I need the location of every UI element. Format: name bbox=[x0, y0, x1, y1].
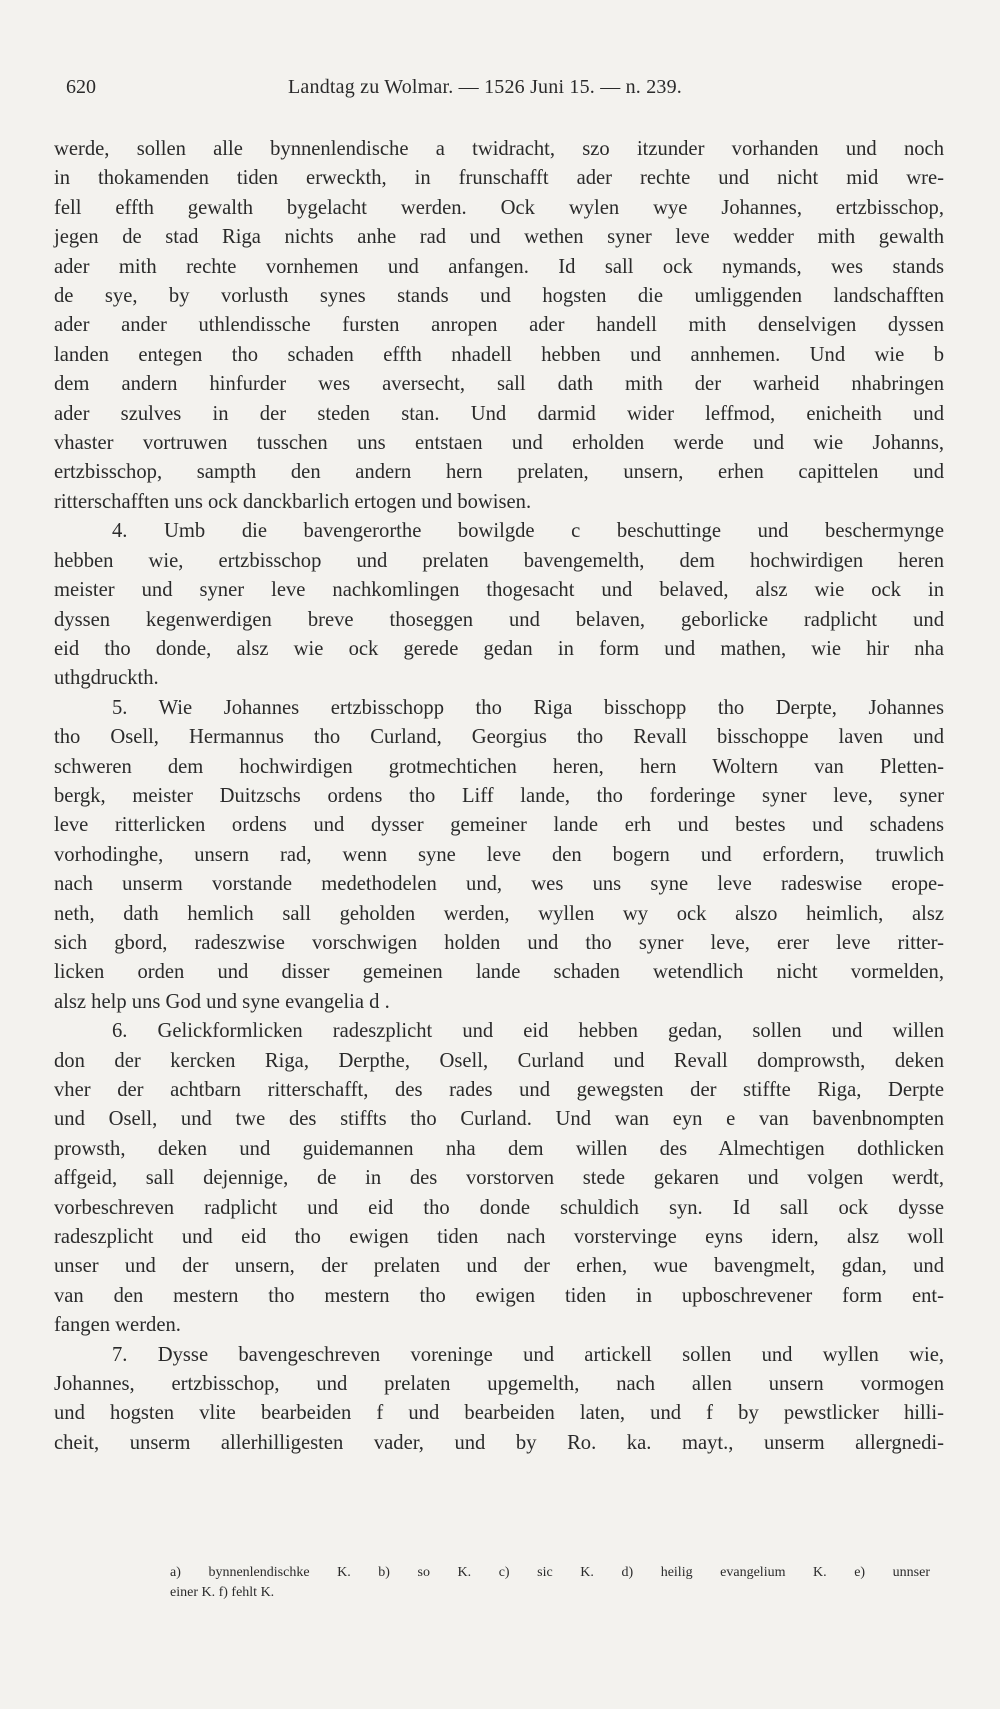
text-line: de sye, by vorlusth synes stands und hogsten die umliggenden landschafften bbox=[54, 285, 944, 308]
paragraph bbox=[54, 1017, 944, 1340]
running-title: Landtag zu Wolmar. — 1526 Juni 15. — n. 239. bbox=[288, 76, 683, 98]
paragraph bbox=[54, 517, 944, 693]
text-line: werde, sollen alle bynnenlendische a twidracht, szo itzunder vorhanden und noch bbox=[54, 138, 944, 160]
paragraph bbox=[54, 694, 944, 1017]
text-line: meister und syner leve nachkomlingen thogesacht und belaved, alsz wie ock in bbox=[54, 579, 944, 602]
footnote-line: einer K. f) fehlt K. bbox=[170, 1585, 275, 1600]
text-line: und hogsten vlite bearbeiden f und bearbeiden laten, und f by pewstlicker hilli- bbox=[54, 1402, 944, 1425]
text-line: tho Osell, Hermannus tho Curland, Georgius tho Revall bisschoppe laven und bbox=[54, 726, 944, 749]
text-line: uthgdruckth. bbox=[54, 667, 159, 690]
text-line: affgeid, sall dejennige, de in des vorstorven stede gekaren und volgen werdt, bbox=[54, 1167, 944, 1190]
text-line: jegen de stad Riga nichts anhe rad und wethen syner leve wedder mith gewalth bbox=[54, 226, 944, 249]
text-line: radeszplicht und eid tho ewigen tiden nach vorstervinge eyns idern, alsz woll bbox=[54, 1226, 944, 1249]
text-line: ertzbisschop, sampth den andern hern prelaten, unsern, erhen capittelen und bbox=[54, 461, 944, 484]
text-line: alsz help uns God und syne evangelia d . bbox=[54, 990, 390, 1013]
text-line: landen entegen tho schaden effth nhadell hebben und annhemen. Und wie b bbox=[54, 343, 944, 366]
text-line: vher der achtbarn ritterschafft, des rades und gewegsten der stiffte Riga, Derpte bbox=[54, 1079, 944, 1101]
text-line: ritterschafften uns ock danckbarlich ertogen und bowisen. bbox=[54, 490, 532, 513]
text-line: vorbeschreven radplicht und eid tho donde schuldich syn. Id sall ock dysse bbox=[54, 1196, 944, 1219]
text-line: bergk, meister Duitzschs ordens tho Liff lande, tho forderinge syner leve, syner bbox=[54, 784, 944, 807]
text-line: van den mestern tho mestern tho ewigen tiden in upboschrevener form ent- bbox=[54, 1284, 944, 1307]
text-line: dyssen kegenwerdigen breve thoseggen und belaven, geborlicke radplicht und bbox=[54, 608, 944, 631]
text-line: in thokamenden tiden erweckth, in frunschafft ader rechte und nicht mid wre- bbox=[54, 167, 944, 190]
text-line: unser und der unsern, der prelaten und der erhen, wue bavengmelt, gdan, und bbox=[54, 1255, 944, 1278]
paragraph bbox=[54, 1341, 944, 1459]
text-line: ader szulves in der steden stan. Und darmid wider leffmod, enicheith und bbox=[54, 402, 944, 425]
document-body bbox=[54, 135, 944, 1458]
text-line: 5. Wie Johannes ertzbisschopp tho Riga bisschopp tho Derpte, Johannes bbox=[112, 696, 944, 719]
text-line: 7. Dysse bavengeschreven voreninge und artickell sollen und wyllen wie, bbox=[112, 1343, 944, 1366]
footnote-line: a) bynnenlendischke K. b) so K. c) sic K. d) heilig evangelium K. e) unnser bbox=[170, 1565, 930, 1580]
text-line: licken orden und disser gemeinen lande schaden wetendlich nicht vormelden, bbox=[54, 961, 944, 984]
text-line: leve ritterlicken ordens und dysser gemeiner lande erh und bestes und schadens bbox=[54, 814, 944, 837]
text-line: vhaster vortruwen tusschen uns entstaen und erholden werde und wie Johanns, bbox=[54, 432, 944, 455]
text-line: und Osell, und twe des stiffts tho Curland. Und wan eyn e van bavenbnompten bbox=[54, 1108, 944, 1131]
text-line: Johannes, ertzbisschop, und prelaten upgemelth, nach allen unsern vormogen bbox=[54, 1373, 944, 1396]
text-line: cheit, unserm allerhilligesten vader, und by Ro. ka. mayt., unserm allergnedi- bbox=[54, 1431, 944, 1454]
text-line: fell effth gewalth bygelacht werden. Ock wylen wye Johannes, ertzbisschop, bbox=[54, 196, 944, 219]
text-line: schweren dem hochwirdigen grotmechtichen heren, hern Woltern van Pletten- bbox=[54, 755, 944, 778]
text-line: 6. Gelickformlicken radeszplicht und eid hebben gedan, sollen und willen bbox=[112, 1020, 944, 1043]
text-line: ader mith rechte vornhemen und anfangen. Id sall ock nymands, wes stands bbox=[54, 255, 944, 278]
page-header bbox=[66, 76, 934, 106]
paragraph bbox=[54, 135, 944, 517]
text-line: prowsth, deken und guidemannen nha dem willen des Almechtigen dothlicken bbox=[54, 1137, 944, 1160]
text-line: nach unserm vorstande medethodelen und, wes uns syne leve radeswise erope- bbox=[54, 873, 944, 896]
text-line: sich gbord, radeszwise vorschwigen holden und tho syner leve, erer leve ritter- bbox=[54, 931, 944, 954]
text-line: dem andern hinfurder wes aversecht, sall dath mith der warheid nhabringen bbox=[54, 373, 944, 396]
text-line: eid tho donde, alsz wie ock gerede gedan in form und mathen, wie hir nha bbox=[54, 637, 944, 660]
text-line: hebben wie, ertzbisschop und prelaten bavengemelth, dem hochwirdigen heren bbox=[54, 549, 944, 572]
text-line: ader ander uthlendissche fursten anropen ader handell mith denselvigen dyssen bbox=[54, 314, 944, 337]
text-line: don der kercken Riga, Derpthe, Osell, Curland und Revall domprowsth, deken bbox=[54, 1049, 944, 1072]
text-line: neth, dath hemlich sall geholden werden, wyllen wy ock alszo heimlich, alsz bbox=[54, 902, 944, 925]
page-number: 620 bbox=[66, 76, 96, 98]
text-line: 4. Umb die bavengerorthe bowilgde c beschuttinge und beschermynge bbox=[112, 520, 944, 543]
footnotes bbox=[170, 1563, 930, 1603]
text-line: fangen werden. bbox=[54, 1314, 181, 1337]
text-line: vorhodinghe, unsern rad, wenn syne leve den bogern und erfordern, truwlich bbox=[54, 843, 944, 866]
